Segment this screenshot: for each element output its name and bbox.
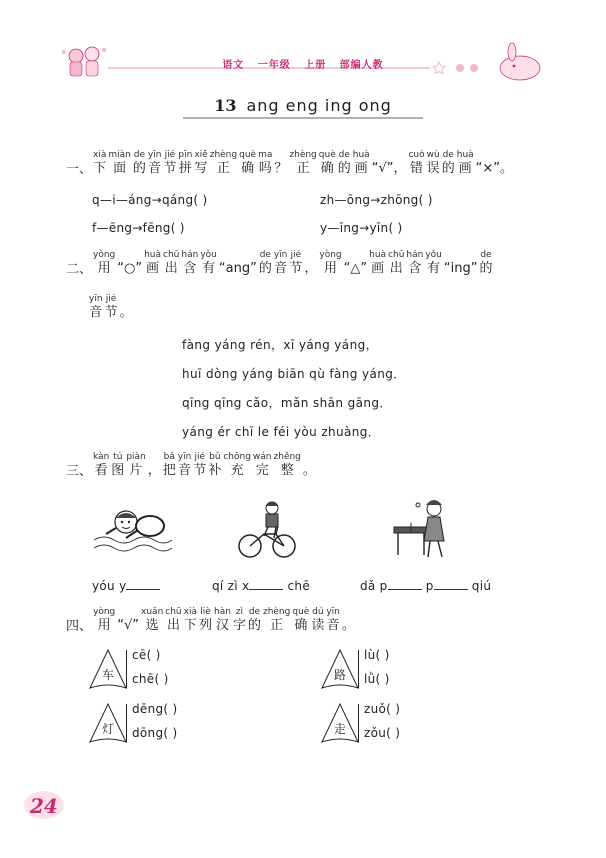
swimming-boy-illustration-icon bbox=[92, 500, 174, 558]
pinyin-character bbox=[111, 452, 124, 479]
pinyin-character bbox=[427, 150, 440, 177]
hanzi: 出 bbox=[164, 261, 178, 276]
pinyin-character bbox=[274, 150, 287, 177]
pinyin-annotation bbox=[117, 607, 139, 618]
pinyin-annotation: què bbox=[318, 150, 336, 160]
q1-item-4: y—īng→yīn( ) bbox=[320, 221, 403, 235]
pinyin-character bbox=[193, 452, 206, 479]
pinyin-annotation: piàn bbox=[126, 452, 146, 462]
pinyin-annotation bbox=[117, 250, 142, 261]
card-character: 车 bbox=[101, 668, 114, 682]
lesson-number: 13 bbox=[214, 96, 237, 115]
pinyin-character bbox=[289, 250, 302, 277]
hanzi: 节 bbox=[104, 305, 118, 320]
pinyin-character bbox=[200, 250, 217, 277]
answer-blank[interactable] bbox=[249, 579, 283, 590]
pinyin-character bbox=[344, 250, 367, 277]
pinyin-annotation: kàn bbox=[93, 452, 110, 462]
hanzi: 的 bbox=[258, 261, 272, 276]
pinyin-character bbox=[181, 250, 198, 277]
pinyin-annotation: zhěng bbox=[273, 452, 301, 462]
pinyin-annotation: de bbox=[248, 607, 261, 617]
pinyin-character bbox=[219, 250, 257, 277]
q4-card-4 bbox=[320, 702, 440, 744]
hanzi: 音 bbox=[89, 305, 103, 320]
pinyin-character bbox=[303, 452, 316, 479]
pinyin-character bbox=[326, 607, 340, 634]
pinyin-character bbox=[105, 294, 118, 321]
hanzi: 补 bbox=[208, 463, 222, 478]
hanzi: 画 bbox=[354, 161, 368, 176]
pinyin-character bbox=[289, 150, 316, 177]
hanzi: 下 bbox=[93, 161, 107, 176]
header-subject-line: 语文 一年级 上册 部编人教 bbox=[222, 60, 384, 71]
pinyin-character bbox=[93, 452, 109, 479]
pinyin-annotation bbox=[372, 150, 407, 161]
hanzi: 画 bbox=[146, 261, 160, 276]
hanzi: “○” bbox=[117, 261, 143, 276]
pinyin-annotation: què bbox=[239, 150, 257, 160]
pinyin-annotation: huà bbox=[352, 150, 370, 160]
pinyin-character bbox=[93, 250, 115, 277]
card-option-2[interactable]: dōng( ) bbox=[132, 726, 178, 740]
hanzi: 选 bbox=[145, 618, 159, 633]
pinyin-character bbox=[259, 250, 272, 277]
pinyin-annotation: liè bbox=[200, 607, 211, 617]
pinyin-annotation: zì bbox=[235, 607, 244, 617]
pinyin-annotation: huà bbox=[144, 250, 162, 260]
pinyin-character bbox=[406, 250, 423, 277]
hanzi: 列 bbox=[198, 618, 212, 633]
hanzi: 正 bbox=[296, 161, 310, 176]
pinyin-character bbox=[141, 607, 163, 634]
pinyin-annotation: zhèng bbox=[289, 150, 317, 160]
pinyin-character bbox=[178, 452, 192, 479]
pinyin-annotation bbox=[274, 150, 287, 161]
pinyin-annotation: cuò bbox=[408, 150, 425, 160]
pinyin-annotation: jié bbox=[105, 294, 117, 304]
title-underline bbox=[183, 115, 423, 121]
girl-ping-pong-illustration-icon bbox=[390, 497, 456, 565]
q3-stem: 三、 kàn 看 tú 图 piàn 片 ， bǎ 把 yīn 音 jié 节 bǔ 补 chōng 充 wán 完 zhěng 整 。 bbox=[66, 452, 316, 479]
hanzi: 看 bbox=[94, 463, 108, 478]
hanzi: 正 bbox=[270, 618, 284, 633]
pinyin-annotation: chū bbox=[388, 250, 405, 260]
pinyin-character bbox=[133, 150, 146, 177]
pinyin-character bbox=[274, 452, 301, 479]
pinyin-annotation: chū bbox=[165, 607, 182, 617]
pinyin-character bbox=[338, 150, 351, 177]
pinyin-annotation: de bbox=[338, 150, 350, 160]
pinyin-annotation: tú bbox=[113, 452, 123, 462]
pinyin-character bbox=[148, 150, 162, 177]
pinyin-annotation: yǒu bbox=[200, 250, 217, 260]
hanzi: 确 bbox=[320, 161, 334, 176]
hanzi: 含 bbox=[408, 261, 422, 276]
pinyin-annotation: yīn bbox=[177, 452, 192, 462]
hanzi: 确 bbox=[294, 618, 308, 633]
hanzi: ， bbox=[304, 261, 318, 276]
hanzi: 字 bbox=[232, 618, 246, 633]
hanzi: 的 bbox=[479, 261, 493, 276]
pinyin-character bbox=[126, 452, 145, 479]
pinyin-character bbox=[263, 607, 290, 634]
pinyin-annotation: yīn bbox=[326, 607, 340, 617]
hanzi: 写 bbox=[194, 161, 208, 176]
pinyin-character bbox=[178, 150, 192, 177]
pinyin-annotation bbox=[344, 250, 367, 261]
hanzi: 节 bbox=[163, 161, 177, 176]
hanzi: 的 bbox=[441, 161, 455, 176]
pinyin-character bbox=[165, 607, 181, 634]
pinyin-character bbox=[108, 150, 131, 177]
hanzi: 正 bbox=[216, 161, 230, 176]
q4-card-2 bbox=[320, 648, 440, 690]
hanzi: “△” bbox=[343, 261, 368, 276]
hanzi: 。 bbox=[119, 305, 133, 320]
hanzi: “√”， bbox=[371, 161, 407, 176]
hanzi: 含 bbox=[183, 261, 197, 276]
pinyin-character bbox=[144, 250, 161, 277]
pinyin-annotation bbox=[476, 150, 513, 161]
pinyin-annotation: de bbox=[442, 150, 454, 160]
q4-stem: 四、 yòng 用 “√” xuǎn 选 chū 出 xià 下 liè 列 hàn 汉 zì 字 de 的 zhèng 正 què 确 dú 读 yīn 音 。 bbox=[66, 607, 355, 634]
pinyin-character bbox=[319, 150, 336, 177]
hanzi: 确 bbox=[241, 161, 255, 176]
q2-sentence-1: fàng yáng rén，xī yáng yáng， bbox=[182, 338, 378, 352]
hanzi: 音 bbox=[148, 161, 162, 176]
hanzi: 有 bbox=[427, 261, 441, 276]
hanzi: 的 bbox=[132, 161, 146, 176]
pinyin-annotation: zhèng bbox=[209, 150, 238, 160]
q2-stem-continued bbox=[88, 294, 134, 321]
card-option-2[interactable]: lǜ( ) bbox=[364, 672, 390, 686]
pinyin-annotation: wán bbox=[252, 452, 272, 462]
pinyin-character bbox=[89, 294, 103, 321]
pinyin-annotation: xiě bbox=[194, 150, 208, 160]
pinyin-character bbox=[199, 607, 212, 634]
pinyin-character bbox=[120, 294, 133, 321]
q3-answer-2: qí zì x chē bbox=[212, 579, 311, 593]
q3-answer-3: dǎ p p qiú bbox=[360, 579, 492, 593]
pinyin-annotation: hán bbox=[406, 250, 424, 260]
q1-item-3: f—ēng→fēng( ) bbox=[92, 221, 185, 235]
pinyin-annotation: chū bbox=[163, 250, 180, 260]
pinyin-annotation: què bbox=[292, 607, 310, 617]
pinyin-annotation: dú bbox=[312, 607, 324, 617]
card-option-2[interactable]: zǒu( ) bbox=[364, 726, 401, 740]
hanzi: 节 bbox=[193, 463, 207, 478]
hanzi: 充 bbox=[230, 463, 244, 478]
pinyin-character bbox=[117, 250, 142, 277]
q1-item-1: q—i—áng→qáng( ) bbox=[92, 193, 208, 207]
pinyin-annotation: wù bbox=[426, 150, 440, 160]
hanzi: 音 bbox=[178, 463, 192, 478]
hanzi: 拼 bbox=[178, 161, 192, 176]
pinyin-annotation: bǎ bbox=[163, 452, 175, 462]
pinyin-annotation: jié bbox=[194, 452, 206, 462]
pinyin-character bbox=[248, 607, 261, 634]
pinyin-character bbox=[93, 150, 106, 177]
hanzi: 的 bbox=[337, 161, 351, 176]
hanzi: 画 bbox=[458, 161, 472, 176]
hanzi: “×”。 bbox=[475, 161, 514, 176]
hanzi: 汉 bbox=[215, 618, 229, 633]
card-option-1[interactable]: zuǒ( ) bbox=[364, 702, 401, 716]
pinyin-character bbox=[425, 250, 442, 277]
pinyin-character bbox=[342, 607, 355, 634]
pinyin-character bbox=[148, 452, 161, 479]
hanzi: 整 bbox=[280, 463, 294, 478]
hanzi: 下 bbox=[183, 618, 197, 633]
hanzi: 出 bbox=[166, 618, 180, 633]
hanzi: 错 bbox=[410, 161, 424, 176]
lesson-title bbox=[0, 96, 606, 115]
pinyin-character bbox=[223, 452, 251, 479]
pinyin-annotation: yòng bbox=[319, 250, 342, 260]
pinyin-annotation: de bbox=[133, 150, 145, 160]
pinyin-annotation: yīn bbox=[147, 150, 162, 160]
hanzi: 误 bbox=[426, 161, 440, 176]
hanzi: 音 bbox=[326, 618, 340, 633]
card-option-1[interactable]: lù( ) bbox=[364, 648, 390, 662]
pinyin-annotation: huà bbox=[369, 250, 387, 260]
answer-blank[interactable] bbox=[388, 579, 422, 590]
pinyin-character bbox=[319, 250, 341, 277]
hanzi: 用 bbox=[97, 261, 111, 276]
pinyin-character bbox=[353, 150, 370, 177]
pinyin-annotation: hán bbox=[181, 250, 199, 260]
pinyin-character bbox=[194, 150, 207, 177]
hanzi: “ang” bbox=[218, 261, 257, 276]
pinyin-annotation: yīn bbox=[89, 294, 103, 304]
hanzi: 用 bbox=[97, 618, 111, 633]
pinyin-character bbox=[163, 250, 179, 277]
pinyin-character bbox=[163, 452, 176, 479]
pinyin-annotation: de bbox=[259, 250, 271, 260]
card-character: 走 bbox=[333, 722, 346, 736]
pinyin-character bbox=[292, 607, 309, 634]
hanzi: 片 bbox=[129, 463, 143, 478]
pinyin-annotation: miàn bbox=[108, 150, 131, 160]
pinyin-annotation: zhèng bbox=[262, 607, 291, 617]
hanzi: ， bbox=[147, 463, 161, 478]
card-option-1[interactable]: cē( ) bbox=[132, 648, 161, 662]
q2-sentence-4: yáng ér chī le féi yòu zhuàng． bbox=[182, 425, 381, 439]
pinyin-annotation: xuǎn bbox=[141, 607, 164, 617]
q4-card-3 bbox=[88, 702, 208, 744]
pinyin-annotation: de bbox=[480, 250, 492, 260]
pinyin-character bbox=[476, 150, 513, 177]
hanzi: 的 bbox=[247, 618, 261, 633]
pinyin-character bbox=[311, 607, 324, 634]
hanzi: 完 bbox=[255, 463, 269, 478]
cycling-boy-illustration-icon bbox=[236, 500, 300, 560]
pinyin-annotation bbox=[120, 294, 133, 305]
hanzi: 。 bbox=[341, 618, 355, 633]
q3-answer-1: yóu y bbox=[92, 579, 160, 593]
pinyin-annotation bbox=[444, 250, 478, 261]
hanzi: 出 bbox=[389, 261, 403, 276]
hanzi: 有 bbox=[202, 261, 216, 276]
q2-sentence-3: qīng qīng cǎo，mǎn shān gāng． bbox=[182, 396, 392, 410]
pinyin-character bbox=[239, 150, 256, 177]
hanzi: 节 bbox=[289, 261, 303, 276]
pinyin-annotation: yīn bbox=[273, 250, 288, 260]
pinyin-character bbox=[214, 607, 231, 634]
pinyin-character bbox=[258, 150, 272, 177]
card-character: 灯 bbox=[101, 722, 114, 736]
page-number: 24 bbox=[30, 794, 58, 818]
pinyin-character bbox=[208, 452, 221, 479]
q1-stem: 一、 xià 下 miàn 面 de 的 yīn 音 jié 节 pīn 拼 xiě 写 zhèng 正 què 确 ma 吗 ？ zhèng 正 què 确 de 的 huà 画 “√”， cuò 错 wù 误 de 的 huà 画 “×”。 bbox=[66, 150, 514, 177]
q4-card-1 bbox=[88, 648, 208, 690]
pinyin-annotation: hàn bbox=[214, 607, 231, 617]
hanzi: 用 bbox=[324, 261, 338, 276]
hanzi: 音 bbox=[274, 261, 288, 276]
pinyin-annotation: xià bbox=[183, 607, 197, 617]
card-option-2[interactable]: chē( ) bbox=[132, 672, 169, 686]
pinyin-annotation: xià bbox=[93, 150, 107, 160]
hanzi: 图 bbox=[111, 463, 125, 478]
hanzi: 。 bbox=[302, 463, 316, 478]
q2-stem: 二、 yòng 用 “○” huà 画 chū 出 hán 含 yǒu 有 “ang” de 的 yīn 音 jié 节 ， yòng 用 “△” huà 画 chū 出 hán 含 yǒu 有 “ing” de 的 bbox=[66, 250, 493, 277]
hanzi: “ing” bbox=[443, 261, 478, 276]
q2-sentence-2: huī dòng yáng biān qù fàng yáng． bbox=[182, 367, 406, 381]
pinyin-annotation: pīn bbox=[178, 150, 193, 160]
pinyin-annotation: jié bbox=[164, 150, 176, 160]
answer-blank[interactable] bbox=[126, 579, 160, 590]
pinyin-annotation: bǔ bbox=[209, 452, 221, 462]
pinyin-character bbox=[369, 250, 386, 277]
pinyin-character bbox=[479, 250, 492, 277]
pinyin-character bbox=[184, 607, 197, 634]
card-option-1[interactable]: dēng( ) bbox=[132, 702, 178, 716]
card-character: 路 bbox=[333, 668, 346, 682]
hanzi: 面 bbox=[113, 161, 127, 176]
hanzi: ？ bbox=[274, 161, 288, 176]
pinyin-character bbox=[444, 250, 478, 277]
pinyin-character bbox=[253, 452, 272, 479]
answer-blank[interactable] bbox=[434, 579, 468, 590]
pinyin-character bbox=[233, 607, 246, 634]
pinyin-character bbox=[274, 250, 288, 277]
hanzi: 把 bbox=[162, 463, 176, 478]
q1-item-2: zh—ōng→zhōng( ) bbox=[320, 193, 433, 207]
pinyin-character bbox=[457, 150, 474, 177]
pinyin-annotation: yòng bbox=[93, 250, 116, 260]
pinyin-annotation: huà bbox=[456, 150, 474, 160]
hanzi: 画 bbox=[371, 261, 385, 276]
pinyin-annotation: yǒu bbox=[425, 250, 442, 260]
pinyin-annotation: chōng bbox=[223, 452, 251, 462]
pinyin-annotation: ma bbox=[258, 150, 273, 160]
lesson-name: ang eng ing ong bbox=[246, 96, 392, 115]
pinyin-character bbox=[163, 150, 176, 177]
hanzi: 读 bbox=[311, 618, 325, 633]
hanzi: “√” bbox=[117, 618, 140, 633]
pinyin-annotation: yòng bbox=[93, 607, 116, 617]
pinyin-annotation bbox=[303, 452, 316, 463]
pinyin-character bbox=[388, 250, 404, 277]
pinyin-character bbox=[408, 150, 424, 177]
pinyin-character bbox=[372, 150, 407, 177]
pinyin-annotation bbox=[219, 250, 257, 261]
pinyin-annotation bbox=[304, 250, 317, 261]
pinyin-character bbox=[117, 607, 139, 634]
hanzi: 吗 bbox=[258, 161, 272, 176]
pinyin-character bbox=[93, 607, 115, 634]
pinyin-annotation bbox=[342, 607, 355, 618]
pinyin-character bbox=[442, 150, 455, 177]
pinyin-character bbox=[304, 250, 317, 277]
pinyin-character bbox=[210, 150, 237, 177]
pinyin-annotation bbox=[148, 452, 161, 463]
pinyin-annotation: jié bbox=[290, 250, 302, 260]
